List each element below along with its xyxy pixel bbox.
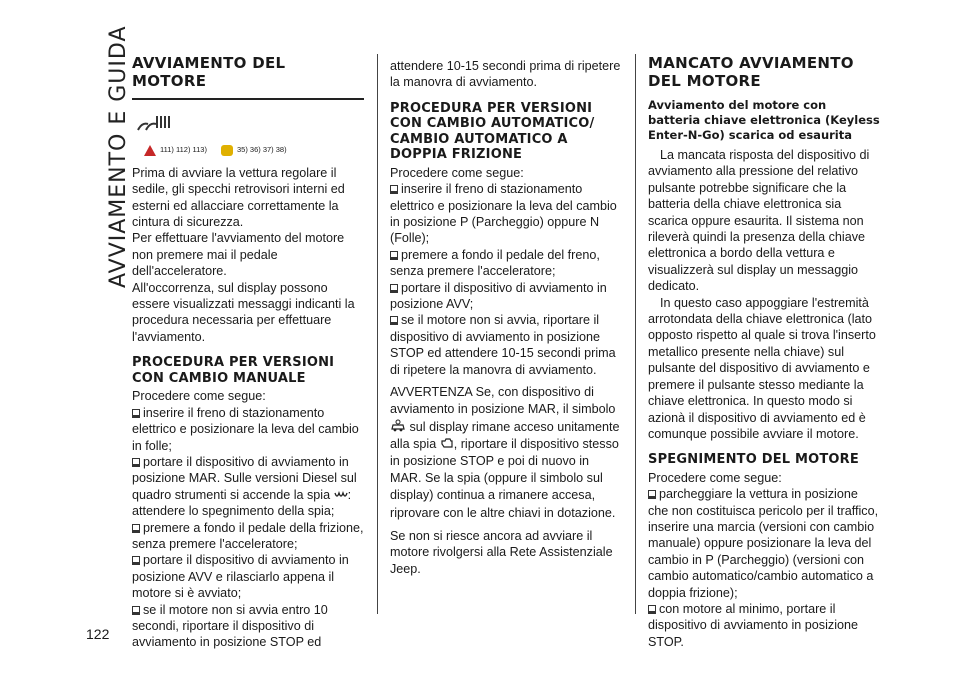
bullet-icon: [648, 605, 656, 614]
engine-fault-light-icon: [440, 436, 454, 450]
side-title-text: AVVIAMENTO E GUIDA: [106, 25, 131, 288]
list-item: inserire il freno di stazionamento elettrico e posizionare la leva del cambio in folle;: [132, 405, 359, 453]
bullet-icon: [390, 185, 398, 194]
note-refs: 35) 36) 37) 38): [236, 145, 287, 155]
list-item: portare il dispositivo di avviamento in posizione MAR. Sulle versioni Diesel sul quadro strumenti si accende la spia :: [132, 454, 357, 502]
keyless-paragraph-2: In questo caso appoggiare l'estremità arrotondata della chiave elettronica (lato opposto rispetto al quale si trova l'inserto metallico presente nella chiave) sul pulsante del dispositivo di avviamento e premere il pulsante stesso mediante la chiave elettronica. In questo modo si azionà il dispositivo di avviamento ed è comunque possibile avviare il motore.: [648, 295, 876, 441]
intro-paragraph-2: Per effettuare l'avviamento del motore non premere mai il pedale dell'acceleratore.: [132, 231, 345, 279]
bullet-icon: [132, 409, 140, 418]
list-item: attendere lo spegnimento della spia;: [132, 504, 335, 519]
column-3: [648, 54, 880, 650]
list-item: portare il dispositivo di avviamento in posizione AVV;: [390, 280, 607, 312]
section-side-title: [78, 25, 131, 288]
section-title: AVVIAMENTO DEL MOTORE: [132, 54, 286, 90]
list-item: con motore al minimo, portare il dispositivo di avviamento in posizione STOP.: [648, 602, 859, 649]
keyless-paragraph-1: La mancata risposta del dispositivo di avviamento alla pressione del relativo pulsante potrebbe significare che la batteria della chiave elettronica sia scarica oppure esaurita. Il sistema non rileverà quindi la presenza della chiave elettronica a bordo della vettura e visualizzerà sul display un messaggio dedicato.: [648, 148, 870, 294]
warning-paragraph: AVVERTENZA Se, con dispositivo di avviamento in posizione MAR, il simbolo sul display rimane acceso unitamente alla spia , riportare il dispositivo stesso in posizione STOP e poi di nuovo in MAR. Se la spia (oppure il simbolo sul display) continua a rimanere accesa, riprovare con le altre chiavi in dotazione.: [390, 385, 620, 520]
bullet-icon: [390, 316, 398, 325]
list-item: premere a fondo il pedale della frizione, senza premere l'acceleratore;: [132, 520, 364, 551]
bullet-icon: [648, 490, 656, 499]
no-start-title: MANCATO AVVIAMENTO DEL MOTORE: [648, 54, 854, 90]
manual-lead: Procedere come segue:: [132, 389, 266, 404]
manual-procedure-heading: PROCEDURA PER VERSIONI CON CAMBIO MANUALE: [132, 355, 335, 386]
bullet-icon: [132, 556, 140, 565]
note-hand-icon: [221, 145, 233, 156]
bullet-icon: [132, 524, 140, 533]
references-row: [144, 142, 364, 158]
column-1: [132, 54, 364, 651]
final-paragraph: Se non si riesce ancora ad avviare il motore rivolgersi alla Rete Assistenziale Jeep.: [390, 528, 613, 576]
jeep-grille-logo-icon: [136, 112, 172, 134]
column-divider-1: [377, 54, 378, 614]
keyless-subtitle: Avviamento del motore con batteria chiave elettronica (Keyless Enter-N-Go) scarica od esaurita: [648, 98, 880, 142]
page-number: 122: [86, 626, 110, 642]
immobilizer-car-key-icon: [390, 419, 406, 433]
intro-paragraph-1: Prima di avviare la vettura regolare il sedile, gli specchi retrovisori interni ed esterni ed allacciare correttamente la cintura di sicurezza.: [132, 165, 345, 230]
auto-lead: Procedere come segue:: [390, 165, 524, 180]
list-item: se il motore non si avvia, riportare il dispositivo di avviamento in posizione STOP ed attendere 10-15 secondi prima di ripetere la manovra di avviamento.: [390, 313, 616, 377]
column-divider-2: [635, 54, 636, 614]
continued-text: attendere 10-15 secondi prima di ripetere la manovra di avviamento.: [390, 59, 621, 90]
glow-plug-icon: [334, 491, 348, 501]
column-2: [390, 58, 622, 577]
bullet-icon: [132, 606, 140, 615]
list-item: inserire il freno di stazionamento elettrico e posizionare la leva del cambio in posizione P (Parcheggio) oppure N (Folle);: [390, 182, 617, 246]
list-item: se il motore non si avvia entro 10 secondi, riportare il dispositivo di avviamento in posizione STOP ed: [132, 602, 328, 650]
list-item: parcheggiare la vettura in posizione che non costituisca pericolo per il traffico, inserire una marcia (versioni con cambio manuale) oppure posizionare la leva del cambio in P (Parcheggio) (versioni con cambio automatico/cambio automatico a doppia frizione);: [648, 487, 879, 600]
warning-refs: 111) 112) 113): [160, 145, 207, 155]
engine-stop-heading: SPEGNIMENTO DEL MOTORE: [648, 452, 859, 468]
list-item: portare il dispositivo di avviamento in posizione AVV e rilasciarlo appena il motore si è avviato;: [132, 553, 349, 601]
bullet-icon: [390, 251, 398, 260]
auto-procedure-heading: PROCEDURA PER VERSIONI CON CAMBIO AUTOMATICO/ CAMBIO AUTOMATICO A DOPPIA FRIZIONE: [390, 100, 595, 163]
section-title-block: [132, 54, 364, 100]
intro-paragraph-3: All'occorrenza, sul display possono essere visualizzati messaggi indicanti la procedura necessaria per effettuare l'avviamento.: [132, 280, 355, 344]
bullet-icon: [390, 284, 398, 293]
bullet-icon: [132, 458, 140, 467]
warning-triangle-icon: [144, 145, 156, 156]
stop-lead: Procedere come segue:: [648, 470, 782, 485]
list-item: premere a fondo il pedale del freno, senza premere l'acceleratore;: [390, 247, 600, 279]
